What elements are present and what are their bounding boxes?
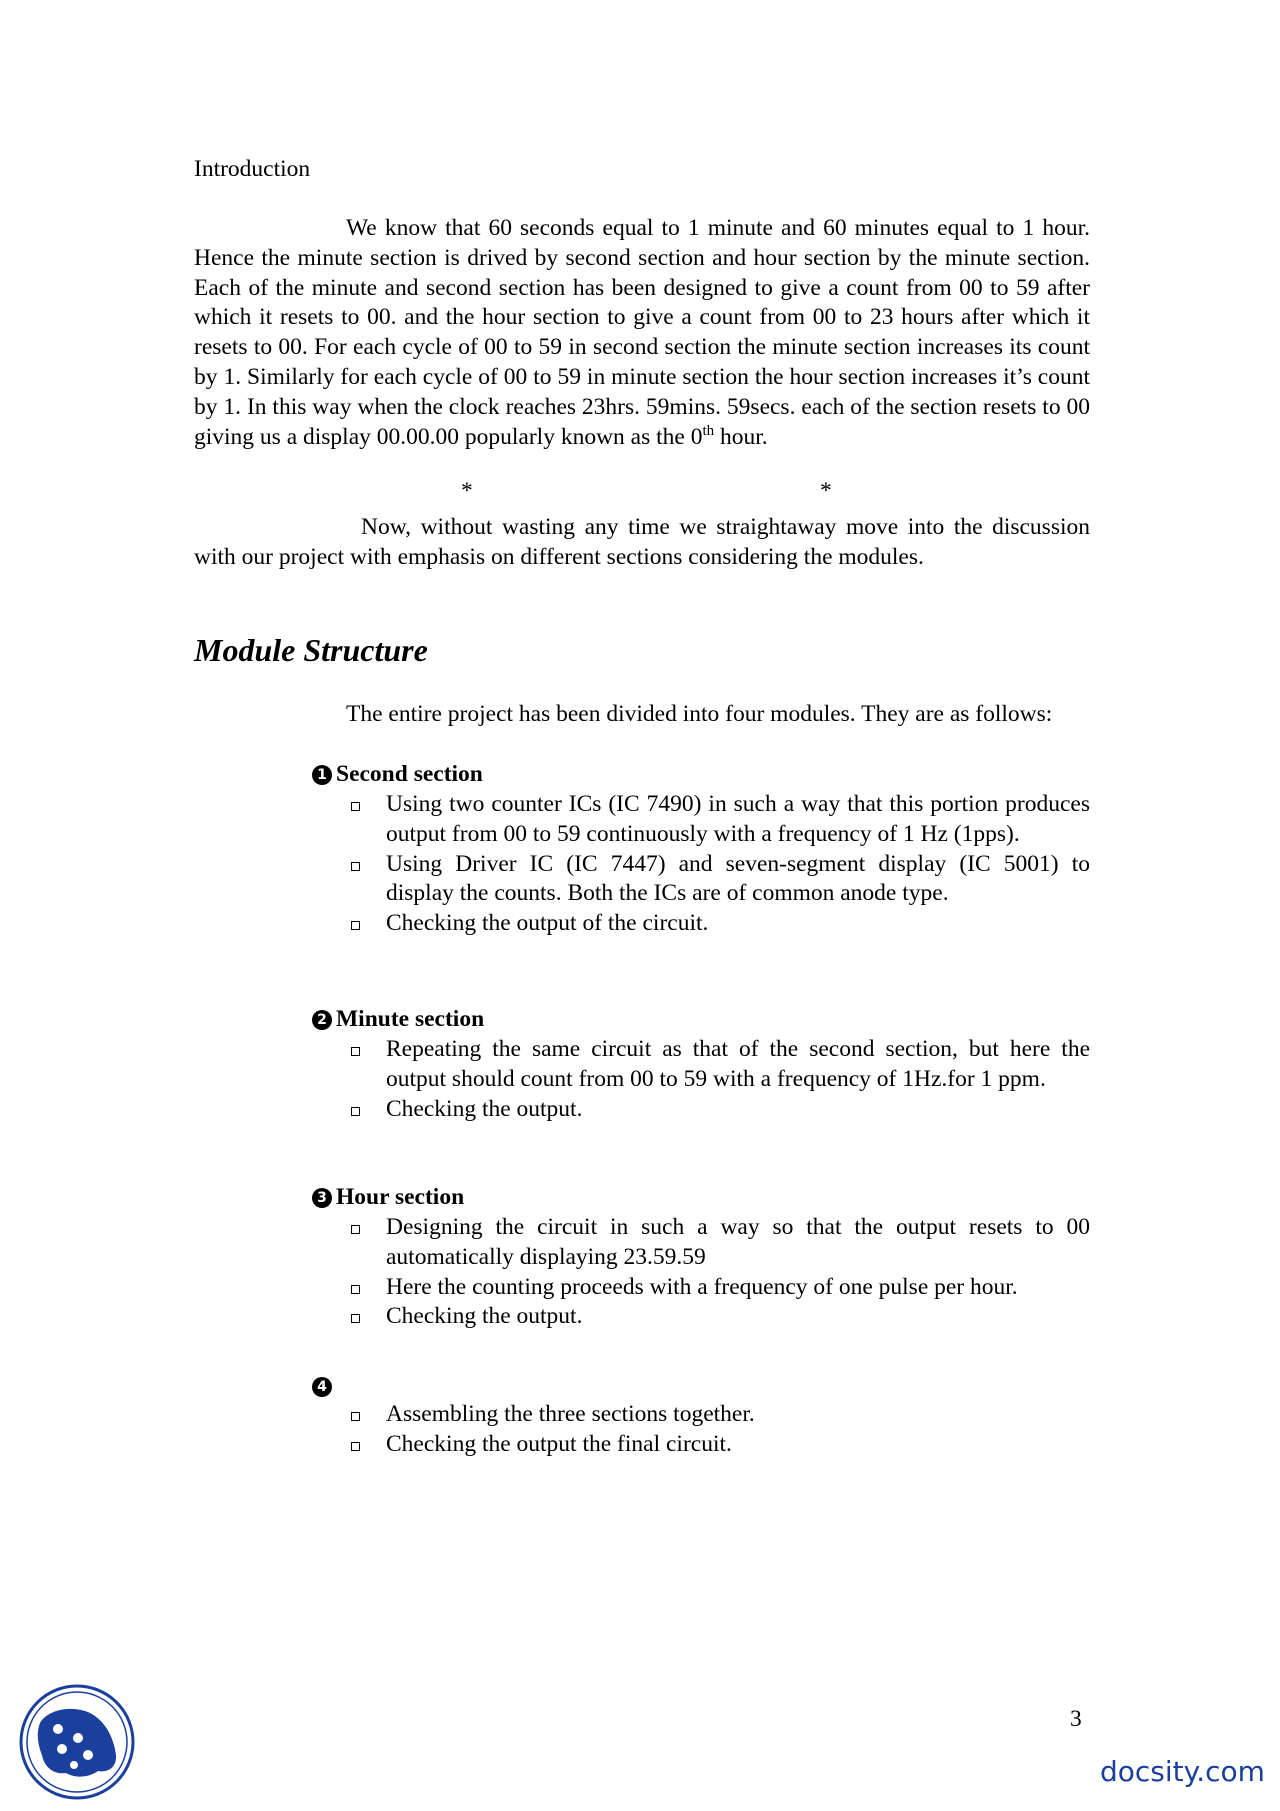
square-bullet-icon xyxy=(351,1314,360,1323)
section-heading-fourth xyxy=(312,1372,336,1402)
modules-intro-paragraph: The entire project has been divided into four modules. They are as follows: xyxy=(346,701,1053,727)
list-item xyxy=(348,850,1090,910)
list-item xyxy=(348,1213,1090,1273)
square-bullet-icon xyxy=(351,1047,360,1056)
list-item-text: Using Driver IC (IC 7447) and seven-segment display (IC 5001) to display the counts. Both the ICs are of common anode type. xyxy=(386,850,1090,907)
discussion-paragraph: Now, without wasting any time we straightaway move into the discussion with our project with emphasis on different sections considering the modules. xyxy=(194,514,1090,570)
list-item-text: Using two counter ICs (IC 7490) in such a way that this portion produces output from 00 to 59 continuously with a frequency of 1 Hz (1pps). xyxy=(386,791,1090,847)
list-item xyxy=(348,909,1090,939)
intro-heading: Introduction xyxy=(194,156,311,182)
intro-paragraph-superscript: th xyxy=(702,422,715,439)
section-heading-hour xyxy=(312,1183,464,1213)
section-title: Minute section xyxy=(336,1006,485,1032)
square-bullet-icon xyxy=(351,802,360,811)
list-item-text: Checking the output. xyxy=(386,1095,583,1122)
number-badge-icon: 1 xyxy=(312,765,332,785)
list-item-text: Assembling the three sections together. xyxy=(386,1401,755,1427)
number-badge-icon: 4 xyxy=(312,1377,332,1397)
list-item xyxy=(348,1430,1090,1460)
docsity-logo-icon[interactable] xyxy=(18,1683,136,1801)
square-bullet-icon xyxy=(351,862,360,871)
page-number: 3 xyxy=(1070,1706,1082,1732)
docsity-brand-link[interactable]: docsity.com xyxy=(1100,1755,1265,1788)
list-item-text: Checking the output. xyxy=(386,1303,583,1330)
section-bullets-hour xyxy=(348,1213,1090,1332)
square-bullet-icon xyxy=(351,921,360,930)
section-bullets-fourth xyxy=(348,1400,1090,1460)
section-bullets-second xyxy=(348,790,1090,939)
list-item-text: Designing the circuit in such a way so that the output resets to 00 automatically displaying 23.59.59 xyxy=(386,1214,1090,1270)
list-item xyxy=(348,1400,1090,1430)
separator-star-2: * xyxy=(820,478,832,504)
number-badge-icon: 2 xyxy=(312,1010,332,1030)
list-item-text: Checking the output the final circuit. xyxy=(386,1430,732,1457)
section-heading-minute xyxy=(312,1005,484,1035)
list-item xyxy=(348,1302,1090,1332)
list-item xyxy=(348,1035,1090,1095)
list-item xyxy=(348,1095,1090,1125)
module-structure-title: Module Structure xyxy=(194,632,428,668)
intro-paragraph-end: hour. xyxy=(714,423,768,450)
square-bullet-icon xyxy=(351,1412,360,1421)
intro-paragraph-text: We know that 60 seconds equal to 1 minute and 60 minutes equal to 1 hour. Hence the minute section is drived by second section and hour section by the minute section. Each of the minute and second section has been designed to give a count from 00 to 59 after which it resets to 00. and the hour section to give a count from 00 to 23 hours after which it resets to 00. For each cycle of 00 to 59 in second section the minute section increases its count by 1. Similarly for each cycle of 00 to 59 in minute section the hour section increases it’s count by 1. In this way when the clock reaches 23hrs. 59mins. 59secs. each of the section resets to 00 giving us a display 00.00.00 popularly known as the 0 xyxy=(194,215,1090,450)
separator-star-1: * xyxy=(461,478,473,504)
number-badge-icon: 3 xyxy=(312,1188,332,1208)
square-bullet-icon xyxy=(351,1442,360,1451)
square-bullet-icon xyxy=(351,1225,360,1234)
square-bullet-icon xyxy=(351,1107,360,1116)
list-item-text: Checking the output of the circuit. xyxy=(386,910,709,937)
section-heading-second xyxy=(312,760,483,790)
square-bullet-icon xyxy=(351,1285,360,1294)
list-item-text: Here the counting proceeds with a frequency of one pulse per hour. xyxy=(386,1273,1018,1300)
section-title: Hour section xyxy=(336,1184,465,1210)
intro-paragraph xyxy=(194,214,1090,452)
list-item-text: Repeating the same circuit as that of the second section, but here the output should count from 00 to 59 with a frequency of 1Hz.for 1 ppm. xyxy=(386,1036,1090,1092)
list-item xyxy=(348,790,1090,850)
section-bullets-minute xyxy=(348,1035,1090,1124)
list-item xyxy=(348,1273,1090,1303)
section-title: Second section xyxy=(336,761,483,787)
